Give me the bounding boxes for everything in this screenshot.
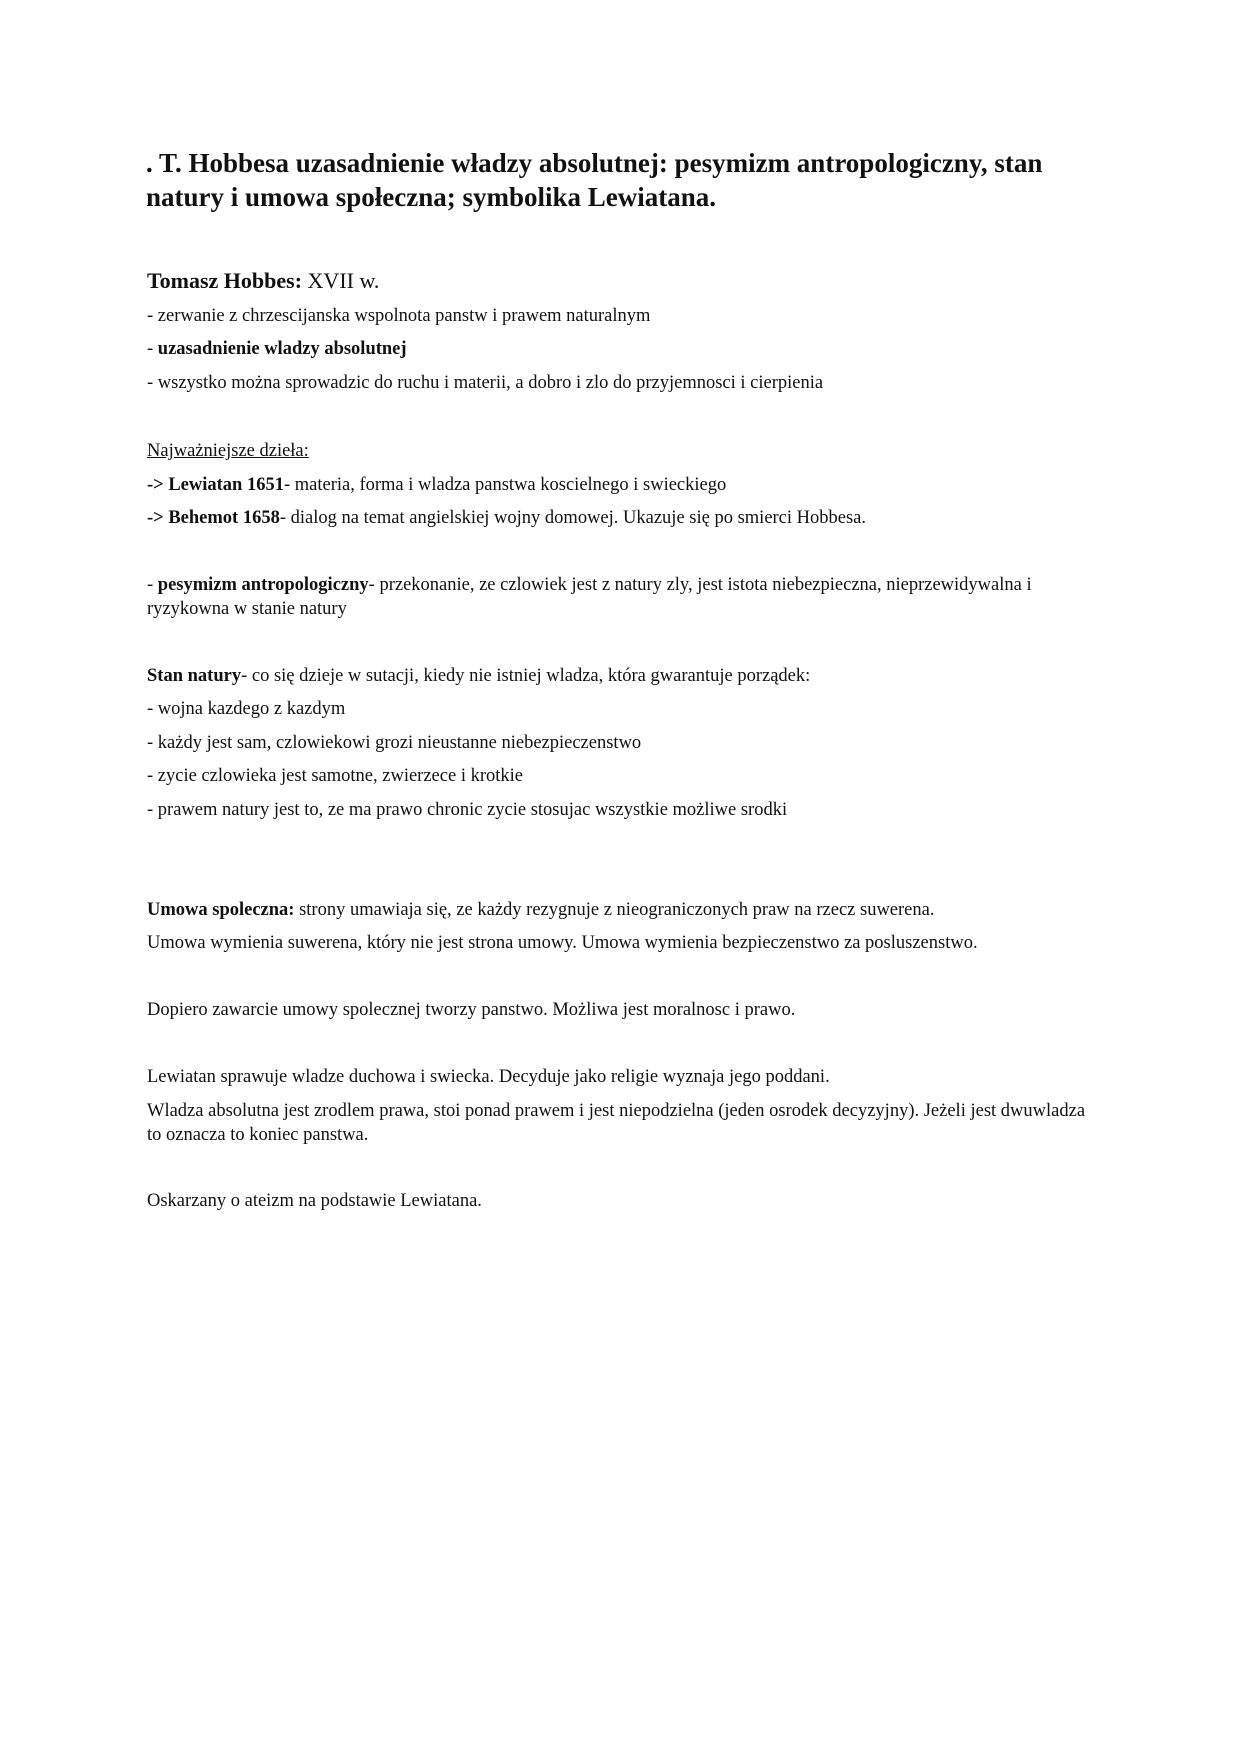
intro-point-1: - zerwanie z chrzescijanska wspolnota panstw i prawem naturalnym xyxy=(147,306,651,326)
work-lewiatan xyxy=(147,473,726,497)
lewiatan-line-2: Wladza absolutna jest zrodlem prawa, stoi ponad prawem i jest niepodzielna (jeden osrodek decyzyjny). Jeżeli jest dwuwladza to oznacza to koniec panstwa. xyxy=(147,1101,1086,1145)
pesymizm-prefix: - xyxy=(147,575,158,595)
intro-point-3: - wszystko można sprowadzic do ruchu i materii, a dobro i zlo do przyjemnosci i cierpienia xyxy=(147,373,824,393)
author-century: XVII w. xyxy=(302,268,380,293)
work-lewiatan-desc: - materia, forma i wladza panstwa koscielnego i swieckiego xyxy=(283,475,727,495)
umowa-line-2: Umowa wymienia suwerena, który nie jest strona umowy. Umowa wymienia bezpieczenstwo za posluszenstwo. xyxy=(147,933,978,953)
stan-natury-point-4: - prawem natury jest to, ze ma prawo chronic zycie stosujac wszystkie możliwe srodki xyxy=(147,800,788,820)
intro-point-2 xyxy=(147,337,407,361)
stan-natury-point-2: - każdy jest sam, czlowiekowi grozi nieustanne niebezpieczenstwo xyxy=(147,733,642,753)
pesymizm-term: pesymizm antropologiczny xyxy=(157,575,369,595)
stan-natury-definition: - co się dzieje w sutacji, kiedy nie istniej wladza, która gwarantuje porządek: xyxy=(241,666,811,686)
stan-natury-heading xyxy=(147,664,810,688)
work-behemot xyxy=(147,506,866,530)
stan-natury-point-1: - wojna kazdego z kazdym xyxy=(147,699,346,719)
umowa-paragraph xyxy=(147,898,934,922)
lewiatan-line-1: Lewiatan sprawuje wladze duchowa i swiecka. Decyduje jako religie wyznaja jego poddani. xyxy=(147,1067,830,1087)
stan-natury-point-3: - zycie czlowieka jest samotne, zwierzece i krotkie xyxy=(147,766,523,786)
author-name: Tomasz Hobbes: xyxy=(147,268,303,293)
intro-point-2-prefix: - xyxy=(147,339,158,359)
pesymizm-definition: - przekonanie, ze czlowiek jest z natury zly, jest istota niebezpieczna, nieprzewidywalna i ryzykowna w stanie natury xyxy=(147,575,1032,619)
work-behemot-title: -> Behemot 1658 xyxy=(147,508,280,528)
document-title: . T. Hobbesa uzasadnienie władzy absolutnej: pesymizm antropologiczny, stan natury i umowa społeczna; symbolika Lewiatana. xyxy=(146,148,1043,212)
work-behemot-desc: - dialog na temat angielskiej wojny domowej. Ukazuje się po smierci Hobbesa. xyxy=(279,508,867,528)
oskarzany-paragraph: Oskarzany o ateizm na podstawie Lewiatana. xyxy=(147,1191,482,1211)
stan-natury-term: Stan natury xyxy=(147,666,242,686)
works-heading: Najważniejsze dzieła: xyxy=(147,441,309,461)
pesymizm-paragraph xyxy=(147,573,1097,621)
umowa-term: Umowa spoleczna: xyxy=(147,900,295,920)
dopiero-paragraph: Dopiero zawarcie umowy spolecznej tworzy panstwo. Możliwa jest moralnosc i prawo. xyxy=(147,1000,796,1020)
work-lewiatan-title: -> Lewiatan 1651 xyxy=(147,475,284,495)
intro-point-2-bold: uzasadnienie wladzy absolutnej xyxy=(157,339,407,359)
umowa-definition: strony umawiaja się, ze każdy rezygnuje z nieograniczonych praw na rzecz suwerena. xyxy=(294,900,935,920)
author-heading xyxy=(147,266,379,296)
